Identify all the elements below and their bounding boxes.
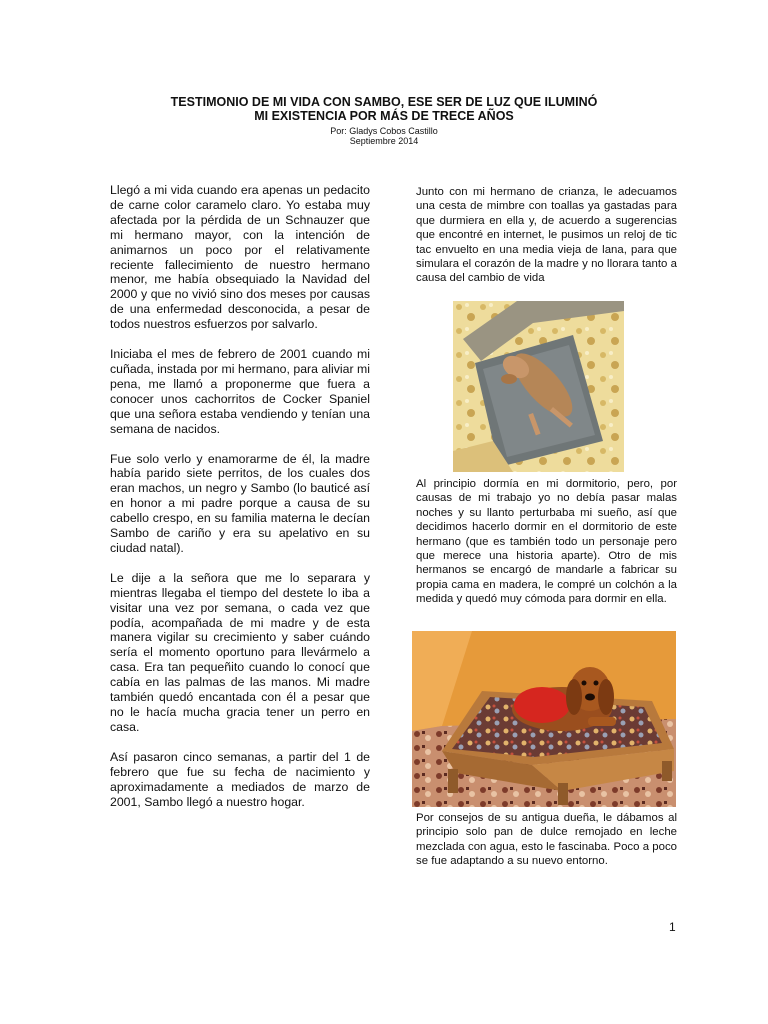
paragraph: Junto con mi hermano de crianza, le adecuamos una cesta de mimbre con toallas ya gastadas para que durmiera en ella y, de acuerdo a sugerencias que encontré en internet, le pusimos un reloj de tic tac envuelto en una media vieja de lana, para que simulara el corazón de la madre y no llorara tanto a causa del cambio de vida: [416, 186, 677, 285]
paragraph: Por consejos de su antigua dueña, le dábamos al principio solo pan de dulce remojado en leche mezclada con agua, esto le fascinaba. Poco a poco se fue adaptando a su nuevo entorno.: [416, 812, 677, 868]
paragraph: Iniciaba el mes de febrero de 2001 cuando mi cuñada, instada por mi hermano, para aliviar mi pena, me llamó a proponerme que fuera a conocer unos cachorritos de Cocker Spaniel que una señora estaba vendiendo y tenían una semana de nacidos.: [110, 347, 370, 436]
document-title: [0, 95, 768, 123]
paragraph: Le dije a la señora que me lo separara y mientras llegaba el tiempo del destete lo iba a visitar una vez por semana, o cada vez que podía, acompañada de mi madre y de esta manera vigilar su crecimiento y saber cuándo sería el momento oportuno para llevármelo a casa. Era tan pequeñito cuando lo conocí que cabía en las palmas de las manos. Mi madre también quedó encantada con él a pesar que no le hacía mucha gracia tener un perro en casa.: [110, 570, 370, 734]
author-line: Por: Gladys Cobos Castillo: [330, 126, 438, 136]
puppy-on-rug-photo: [453, 301, 624, 472]
right-column-paragraph-2: [416, 477, 677, 607]
right-column-paragraph-3: [416, 811, 677, 869]
right-column-paragraph-1: [416, 185, 677, 286]
paragraph: Así pasaron cinco semanas, a partir del 1 de febrero que fue su fecha de nacimiento y aproximadamente a mediados de marzo de 2001, Sambo llegó a nuestro hogar.: [110, 749, 370, 809]
page-number: 1: [669, 920, 676, 934]
title-line-2: MI EXISTENCIA POR MÁS DE TRECE AÑOS: [254, 109, 514, 123]
date-line: Septiembre 2014: [349, 136, 419, 146]
dog-in-bed-photo: [412, 631, 676, 807]
paragraph: Fue solo verlo y enamorarme de él, la madre había parido siete perritos, de los cuales dos eran machos, un negro y Sambo (lo bauticé así en honor a mi padre porque a causa de su cabello crespo, en su familia materna le decían Sambo de cariño y era su apelativo en su ciudad natal).: [110, 451, 370, 555]
title-line-1: TESTIMONIO DE MI VIDA CON SAMBO, ESE SER DE LUZ QUE ILUMINÓ: [170, 95, 598, 109]
paragraph: Al principio dormía en mi dormitorio, pero, por causas de mi trabajo yo no debía pasar malas noches y su llanto perturbaba mi sueño, así que decidimos hacerlo dormir en el dormitorio de este hermano (que es también todo un personaje pero que merece una historia aparte). Otro de mis hermanos se encargó de mandarle a fabricar su propia cama en madera, le compré un colchón a la medida y quedó muy cómoda para dormir en ella.: [416, 478, 677, 606]
paragraph: Llegó a mi vida cuando era apenas un pedacito de carne color caramelo claro. Yo estaba muy afectada por la pérdida de un Schnauzer que mi hermano mayor, con la intención de animarnos un poco por el relativamente reciente fallecimiento de nuestro hermano menor, me había obsequiado la Navidad del 2000 y que no vivió sino dos meses por causas de una enfermedad desconocida, a pesar de todos nuestros esfuerzos por salvarlo.: [110, 183, 370, 332]
left-column: [110, 183, 370, 824]
